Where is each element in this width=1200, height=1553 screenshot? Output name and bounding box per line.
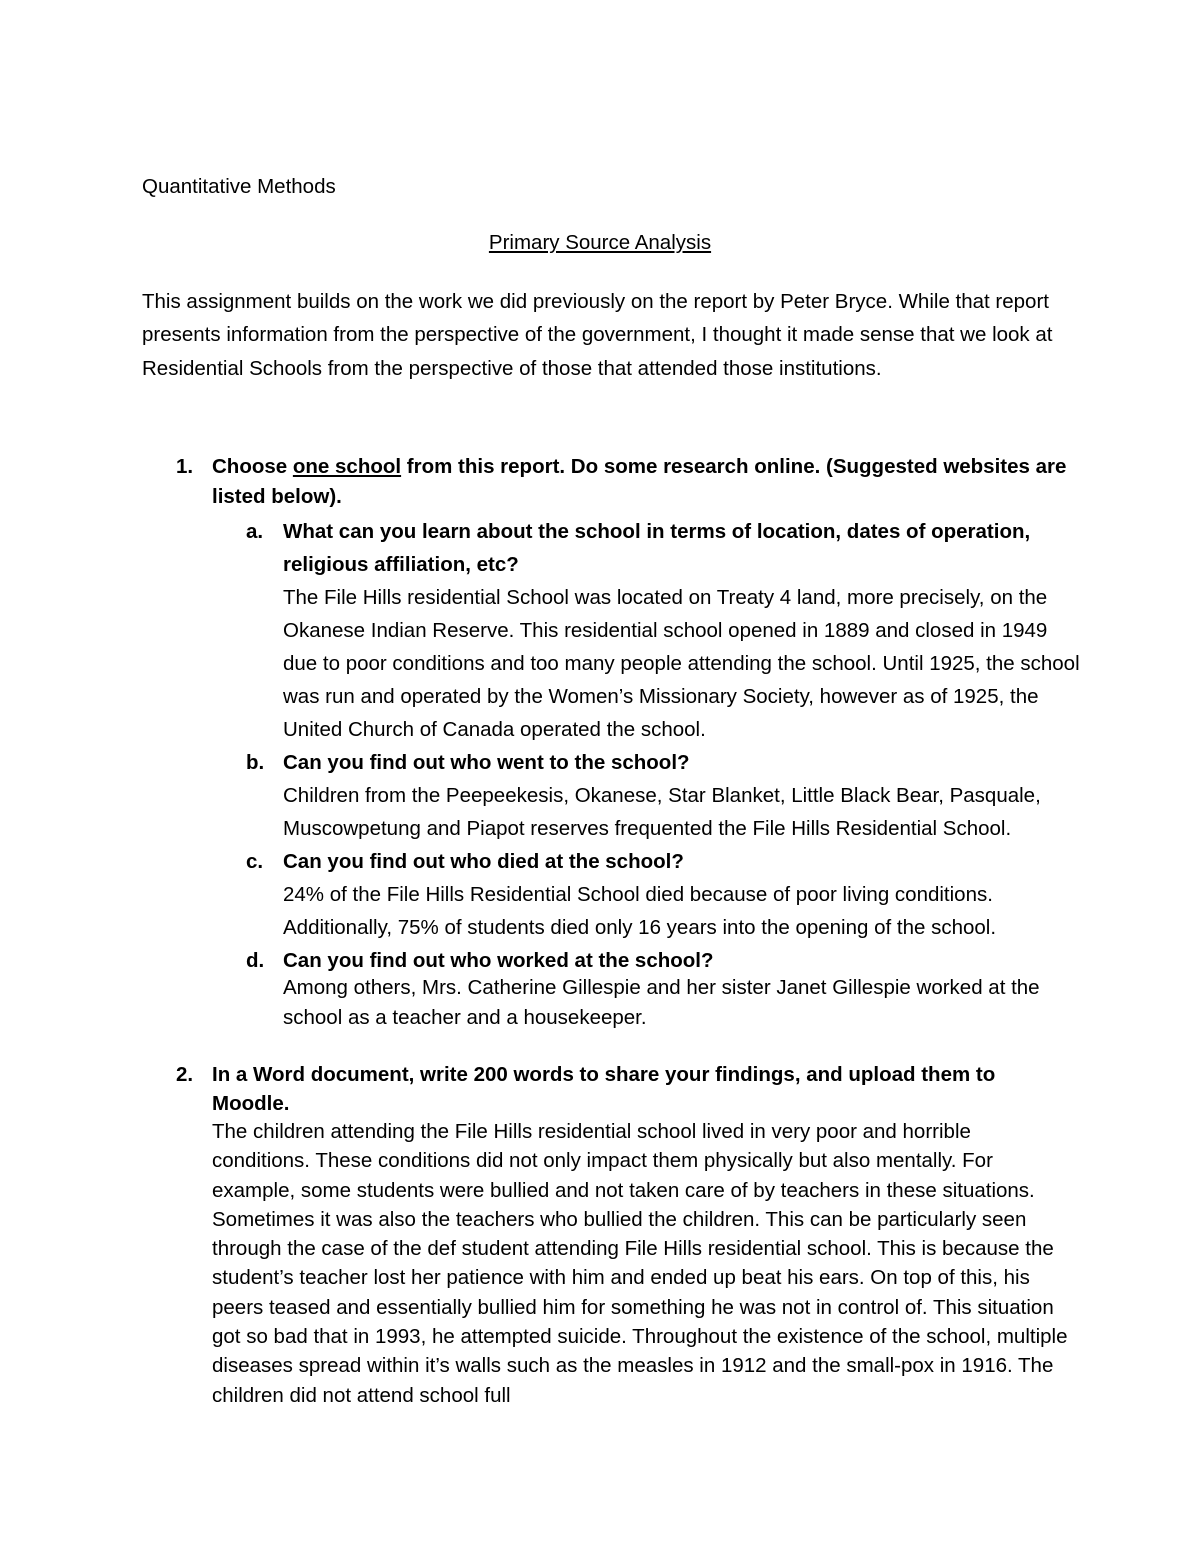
question-2-number: 2. xyxy=(176,1063,194,1086)
question-1-emphasis: one school xyxy=(292,455,402,478)
course-name: Quantitative Methods xyxy=(142,175,336,198)
sub-question-b: Can you find out who went to the school? xyxy=(283,751,690,774)
sub-question-a-letter: a. xyxy=(246,520,264,543)
answer-c: 24% of the File Hills Residential School died because of poor living conditions. Additionally, 75% of students died only 16 years into the opening of the school. xyxy=(283,883,997,939)
sub-question-c: Can you find out who died at the school? xyxy=(283,850,684,873)
sub-question-d-letter: d. xyxy=(246,949,265,972)
page-title: Primary Source Analysis xyxy=(488,231,712,254)
question-1-number: 1. xyxy=(176,455,194,478)
question-1-prefix: Choose xyxy=(212,455,293,478)
sub-question-c-letter: c. xyxy=(246,850,264,873)
answer-2: The children attending the File Hills residential school lived in very poor and horrible conditions. These conditions did not only impact them physically but also mentally. For example, some students were bullied and not taken care of by teachers in these situations. Sometimes it was also the teachers who bullied the children. This can be particularly seen through the case of the def student attending File Hills residential school. This is because the student’s teacher lost her patience with him and ended up beat his ears. On top of this, his peers teased and essentially bullied him for something he was not in control of. This situation got so bad that in 1993, he attempted suicide. Throughout the existence of the school, multiple diseases spread within it’s walls such as the measles in 1912 and the small-pox in 1916. The children did not attend school full xyxy=(212,1120,1068,1407)
intro-paragraph: This assignment builds on the work we did previously on the report by Peter Bryce. While that report presents information from the perspective of the government, I thought it made sense that we look at Residential Schools from the perspective of those that attended those institutions. xyxy=(142,290,1053,380)
answer-a: The File Hills residential School was located on Treaty 4 land, more precisely, on the Okanese Indian Reserve. This residential school opened in 1889 and closed in 1949 due to poor conditions and too many people attending the school. Until 1925, the school was run and operated by the Women’s Missionary Society, however as of 1925, the United Church of Canada operated the school. xyxy=(283,586,1080,741)
question-2-text: In a Word document, write 200 words to share your findings, and upload them to Moodle. xyxy=(212,1063,996,1115)
answer-b: Children from the Peepeekesis, Okanese, Star Blanket, Little Black Bear, Pasquale, Muscowpetung and Piapot reserves frequented the File Hills Residential School. xyxy=(283,784,1041,840)
answer-d: Among others, Mrs. Catherine Gillespie and her sister Janet Gillespie worked at the school as a teacher and a housekeeper. xyxy=(283,976,1040,1029)
sub-question-a: What can you learn about the school in terms of location, dates of operation, religious affiliation, etc? xyxy=(283,520,1031,576)
sub-question-b-letter: b. xyxy=(246,751,265,774)
question-1-suffix: from this report. Do some research online. (Suggested websites are listed below). xyxy=(212,455,1067,508)
question-1-text xyxy=(212,452,1082,512)
sub-question-d: Can you find out who worked at the school? xyxy=(283,949,714,972)
